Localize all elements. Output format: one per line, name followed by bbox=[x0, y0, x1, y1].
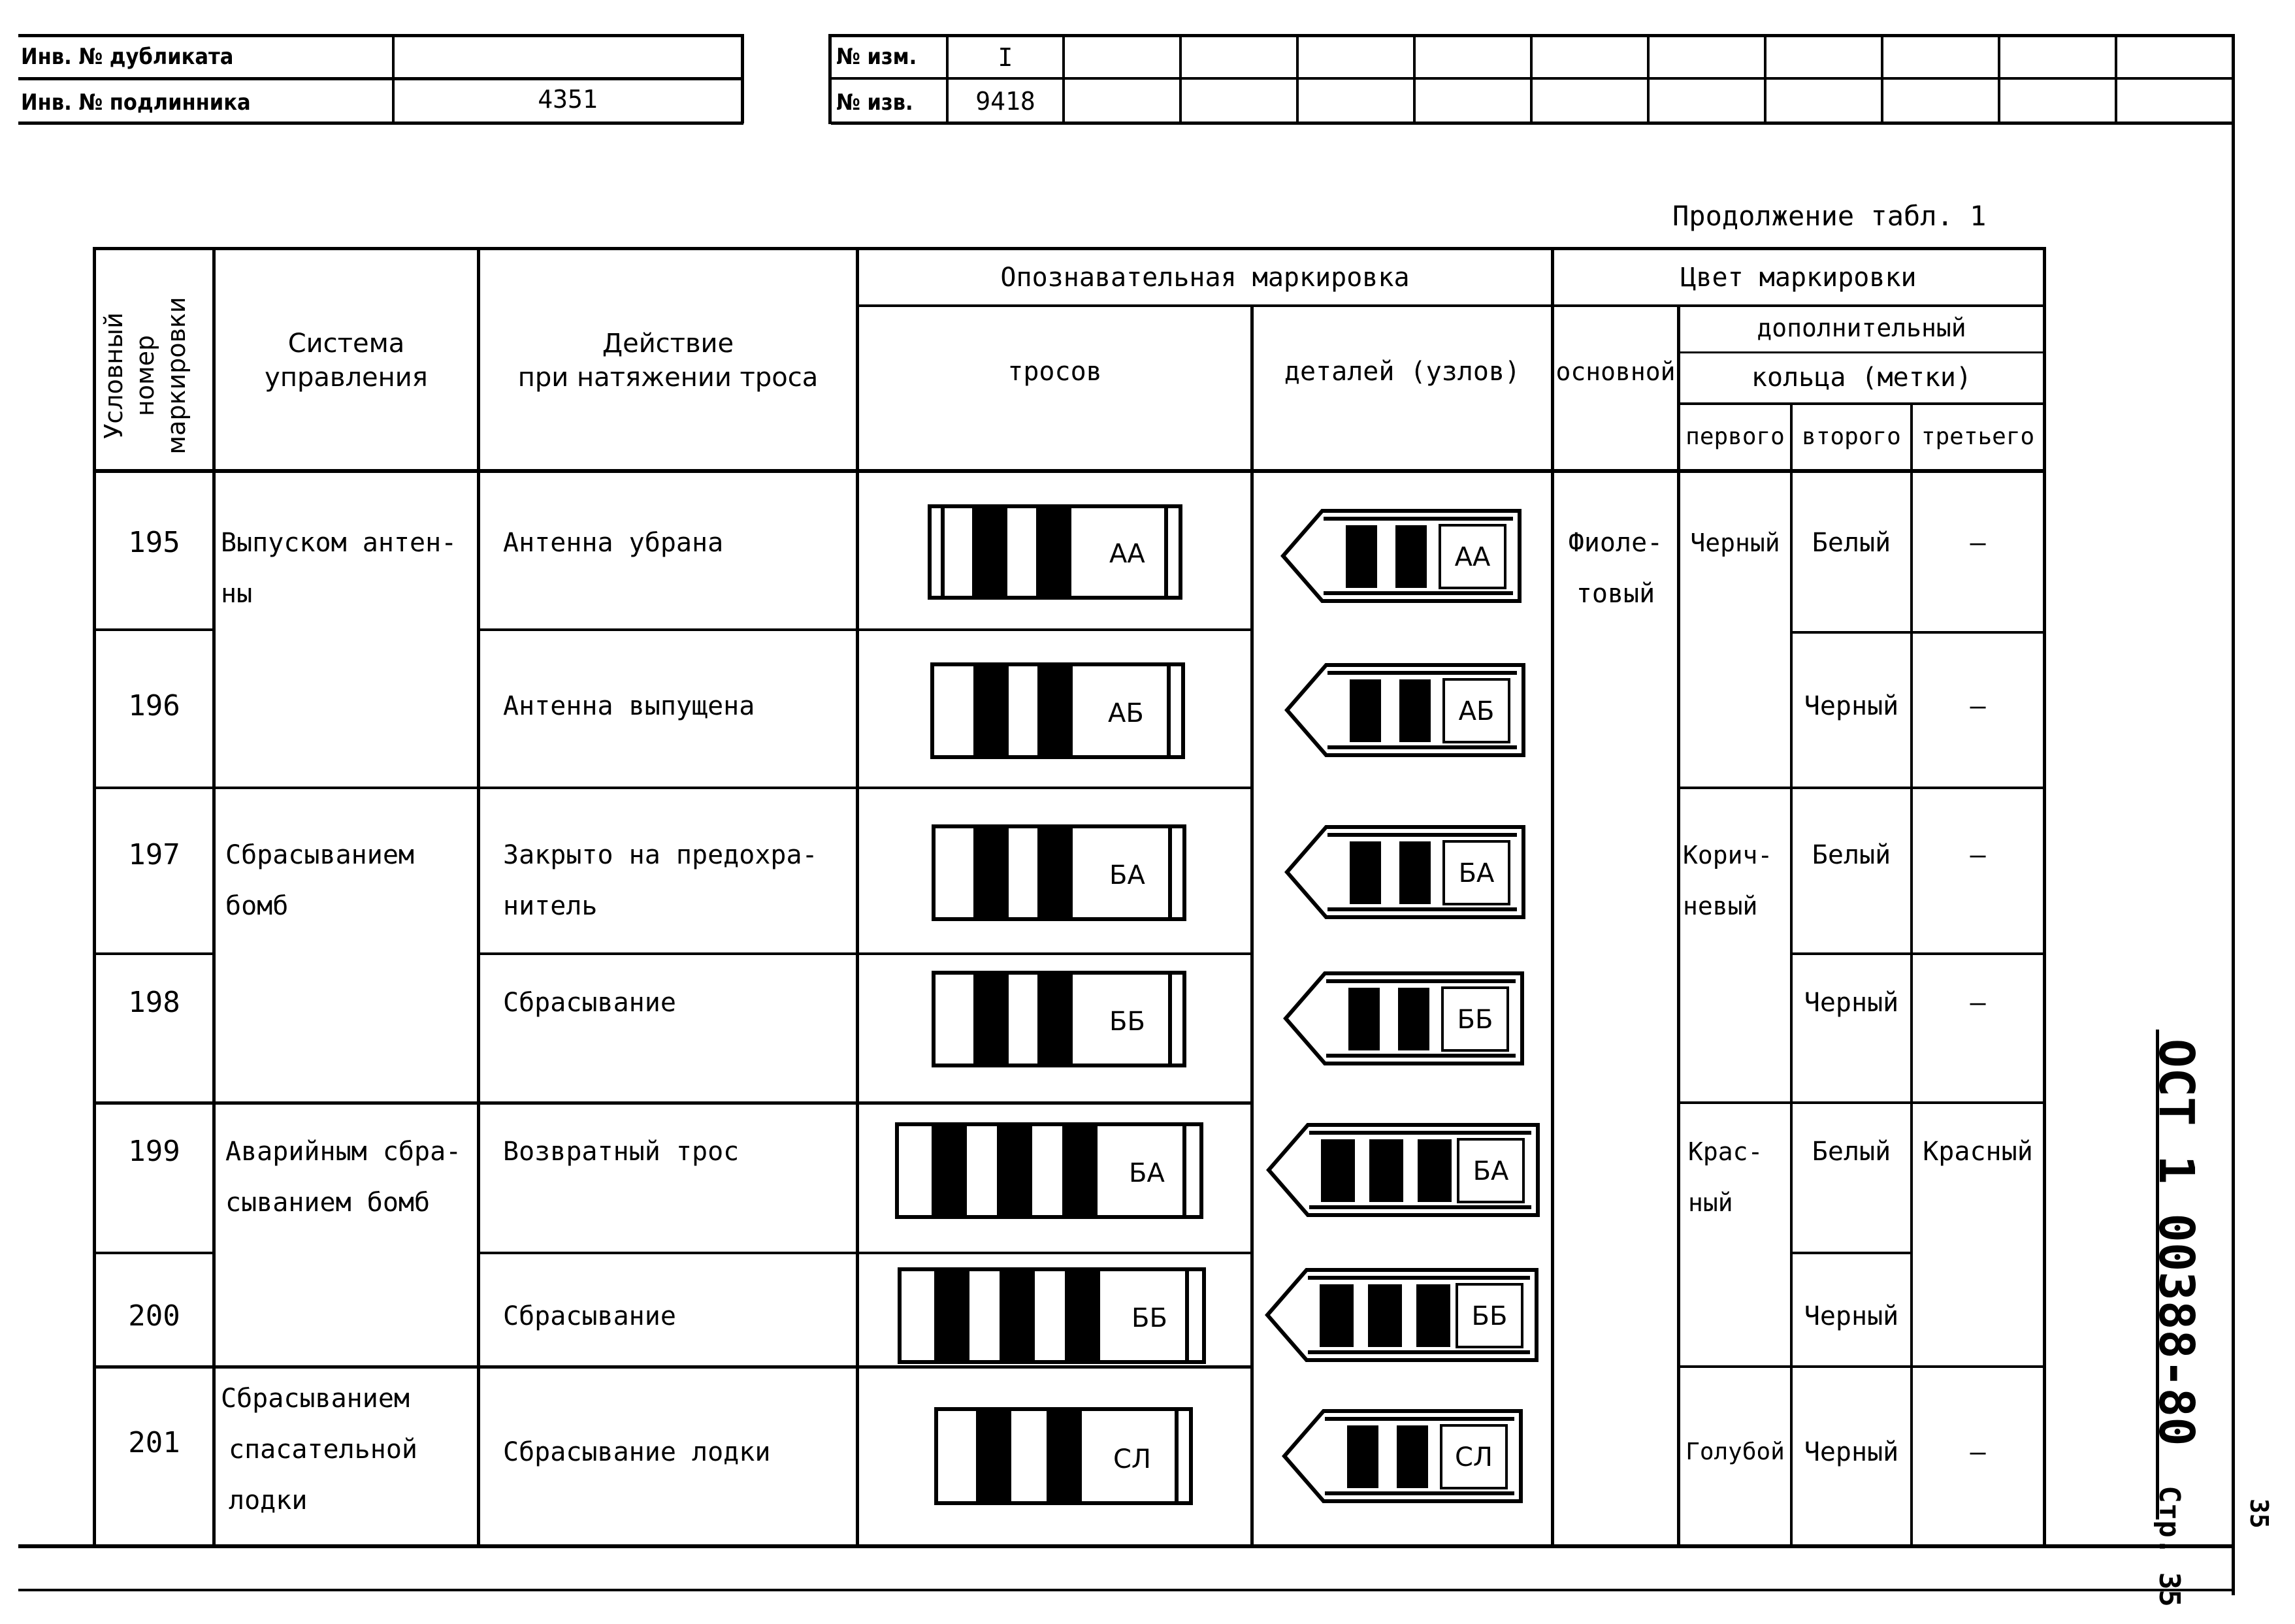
rope-marking-198 bbox=[932, 971, 1186, 1067]
row-196-second: Черный bbox=[1804, 691, 1899, 721]
row-199-second: Белый bbox=[1812, 1137, 1891, 1167]
header-num-line2: номер bbox=[131, 334, 159, 417]
header-extra: дополнительный bbox=[1757, 314, 1966, 342]
header-num-line3: маркировки bbox=[162, 297, 191, 455]
system-boat bbox=[221, 1373, 417, 1526]
header-action bbox=[480, 327, 856, 395]
rope-marking-201 bbox=[934, 1407, 1193, 1505]
row-196-action: Антенна выпущена bbox=[503, 691, 755, 721]
row-198-num: 198 bbox=[128, 986, 180, 1019]
row-201-action: Сбрасывание лодки bbox=[503, 1437, 771, 1467]
row-198-action: Сбрасывание bbox=[503, 988, 676, 1018]
system-antenna bbox=[221, 517, 457, 619]
rope-code-198: ББ bbox=[1109, 1007, 1145, 1037]
system-emergency-line1: Аварийным сбра- bbox=[225, 1137, 462, 1167]
header-num-block bbox=[98, 287, 209, 464]
change-label: № изм. bbox=[836, 44, 917, 70]
system-emergency bbox=[225, 1126, 461, 1228]
rope-code-199: БА bbox=[1129, 1158, 1165, 1188]
system-antenna-line2: ны bbox=[221, 579, 253, 609]
header-system bbox=[216, 327, 477, 395]
page-label: Стр. 35 bbox=[2153, 1486, 2186, 1607]
continuation-caption: Продолжение табл. 1 bbox=[1672, 200, 1987, 232]
standard-designation bbox=[2145, 1039, 2204, 1607]
first-color-3-line2: ный bbox=[1688, 1188, 1733, 1217]
rope-marking-200 bbox=[898, 1267, 1206, 1364]
row-200-second: Черный bbox=[1804, 1301, 1899, 1331]
main-color bbox=[1554, 517, 1677, 619]
part-marking-199 bbox=[1266, 1121, 1540, 1219]
row-197-action bbox=[503, 830, 818, 932]
header-parts: деталей (узлов) bbox=[1284, 357, 1521, 387]
first-color-1-line1: Черный bbox=[1690, 528, 1780, 557]
row-195-num: 195 bbox=[128, 526, 180, 559]
part-code-197: БА bbox=[1458, 858, 1495, 888]
header-system-line2: управления bbox=[265, 363, 428, 393]
row-201-num: 201 bbox=[128, 1426, 180, 1459]
header-action-line2: при натяжении троса bbox=[517, 363, 819, 393]
row-195-action: Антенна убрана bbox=[503, 528, 724, 558]
row-198-third: – bbox=[1970, 988, 1986, 1018]
system-antenna-line1: Выпуском антен- bbox=[221, 528, 457, 558]
header-ropes: тросов bbox=[1007, 357, 1102, 387]
header-main: основной bbox=[1555, 357, 1676, 386]
first-color-2 bbox=[1683, 830, 1772, 932]
system-bombs bbox=[225, 830, 414, 932]
row-198-second: Черный bbox=[1804, 988, 1899, 1018]
first-color-2-line2: невый bbox=[1683, 892, 1758, 920]
system-bombs-line1: Сбрасыванием bbox=[225, 840, 414, 870]
part-code-196: АБ bbox=[1458, 696, 1495, 726]
frame-bottom-outer bbox=[18, 1589, 2234, 1591]
part-code-195: АА bbox=[1454, 542, 1491, 572]
rope-code-201: СЛ bbox=[1113, 1444, 1152, 1474]
row-201-second: Черный bbox=[1804, 1437, 1899, 1467]
first-color-4 bbox=[1680, 1427, 1790, 1478]
notice-value: 9418 bbox=[975, 87, 1035, 116]
frame-right bbox=[2232, 34, 2235, 1595]
header-third: третьего bbox=[1921, 423, 2035, 450]
header-rings: кольца (метки) bbox=[1751, 363, 1972, 393]
header-second: второго bbox=[1802, 423, 1901, 450]
change-value: I bbox=[998, 43, 1013, 72]
part-marking-201 bbox=[1282, 1407, 1523, 1505]
orig-label: Инв. № подлинника bbox=[21, 89, 251, 116]
page-number: 35 bbox=[2245, 1499, 2273, 1529]
rope-code-197: БА bbox=[1109, 860, 1145, 890]
row-197-second: Белый bbox=[1812, 840, 1891, 870]
row-197-action-line1: Закрыто на предохра- bbox=[503, 840, 818, 870]
part-marking-198 bbox=[1283, 969, 1525, 1067]
part-code-201: СЛ bbox=[1454, 1442, 1493, 1472]
first-color-1 bbox=[1680, 517, 1790, 568]
row-197-third: – bbox=[1970, 840, 1986, 870]
dup-label: Инв. № дубликата bbox=[21, 44, 234, 70]
header-ident: Опознавательная маркировка bbox=[1000, 263, 1410, 293]
header-system-line1: Система bbox=[287, 329, 405, 359]
header-num-line1: Условный bbox=[99, 312, 128, 439]
first-color-3 bbox=[1688, 1126, 1763, 1228]
system-emergency-line2: сыванием бомб bbox=[225, 1188, 431, 1218]
system-boat-line1: Сбрасыванием bbox=[221, 1384, 410, 1414]
part-marking-200 bbox=[1265, 1266, 1539, 1364]
first-color-2-line1: Корич- bbox=[1683, 841, 1773, 869]
part-marking-195 bbox=[1280, 507, 1522, 605]
rope-marking-195 bbox=[928, 504, 1182, 600]
header-action-line1: Действие bbox=[602, 329, 734, 359]
rope-marking-197 bbox=[932, 824, 1186, 921]
notice-label: № изв. bbox=[836, 89, 913, 116]
row-199-action: Возвратный трос bbox=[503, 1137, 740, 1167]
row-197-action-line2: нитель bbox=[503, 891, 598, 921]
row-199-third: Красный bbox=[1923, 1137, 2033, 1167]
rope-code-200: ББ bbox=[1131, 1303, 1167, 1333]
row-197-num: 197 bbox=[128, 838, 180, 871]
first-color-4-line1: Голубой bbox=[1685, 1438, 1785, 1465]
orig-value: 4351 bbox=[538, 85, 598, 114]
main-color-line2: товый bbox=[1576, 579, 1655, 609]
system-bombs-line2: бомб bbox=[225, 891, 289, 921]
standard-number: ОСТ 1 00388-80 bbox=[2148, 1039, 2204, 1446]
row-199-num: 199 bbox=[128, 1135, 180, 1168]
part-code-198: ББ bbox=[1457, 1005, 1493, 1035]
row-196-num: 196 bbox=[128, 689, 180, 723]
rope-code-196: АБ bbox=[1108, 698, 1144, 728]
rope-code-195: АА bbox=[1109, 539, 1145, 569]
part-marking-196 bbox=[1284, 661, 1526, 759]
header-first: первого bbox=[1685, 423, 1785, 450]
frame-bottom bbox=[18, 1544, 2234, 1548]
part-code-199: БА bbox=[1473, 1156, 1509, 1186]
part-code-200: ББ bbox=[1471, 1301, 1508, 1331]
header-color: Цвет маркировки bbox=[1680, 263, 1917, 293]
first-color-3-line1: Крас- bbox=[1688, 1137, 1763, 1166]
system-boat-line3: лодки bbox=[229, 1486, 308, 1516]
row-201-third: – bbox=[1970, 1437, 1986, 1467]
row-195-third: – bbox=[1970, 528, 1986, 558]
row-200-action: Сбрасывание bbox=[503, 1301, 676, 1331]
row-200-num: 200 bbox=[128, 1299, 180, 1333]
row-195-second: Белый bbox=[1812, 528, 1891, 558]
rope-marking-196 bbox=[930, 662, 1185, 759]
system-boat-line2: спасательной bbox=[229, 1435, 417, 1465]
part-marking-197 bbox=[1284, 823, 1526, 921]
rope-marking-199 bbox=[895, 1122, 1203, 1219]
row-196-third: – bbox=[1970, 691, 1986, 721]
main-color-line1: Фиоле- bbox=[1568, 528, 1663, 558]
